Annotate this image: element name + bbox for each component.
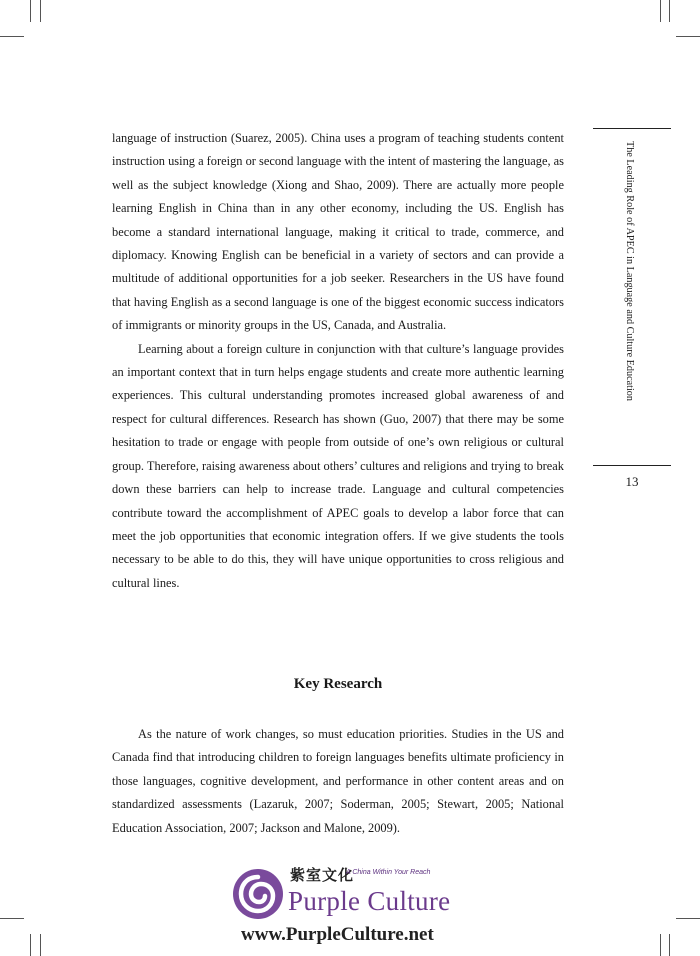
- crop-mark: [669, 0, 670, 22]
- crop-mark: [40, 0, 41, 22]
- crop-mark: [0, 918, 24, 919]
- crop-mark: [30, 0, 31, 22]
- section-heading: Key Research: [293, 676, 383, 692]
- crop-mark: [676, 918, 700, 919]
- logo-tagline: A China Within Your Reach: [346, 869, 431, 876]
- crop-mark: [669, 934, 670, 956]
- crop-mark: [676, 36, 700, 37]
- crop-mark: [660, 934, 661, 956]
- margin-rule-bottom: [593, 465, 671, 466]
- crop-mark: [40, 934, 41, 956]
- logo-brand-name: Purple Culture: [288, 886, 451, 916]
- crop-mark: [660, 0, 661, 22]
- logo-url: www.PurpleCulture.net: [241, 924, 434, 945]
- margin-rule-top: [593, 128, 671, 129]
- purple-culture-watermark: [228, 862, 478, 948]
- body-text: [112, 127, 564, 595]
- crop-mark: [30, 934, 31, 956]
- crop-mark: [0, 36, 24, 37]
- page-number: 13: [625, 474, 639, 489]
- running-title: The Leading Role of APEC in Language and Culture Education: [624, 141, 635, 401]
- paragraph-2: Learning about a foreign culture in conjunction with that culture’s language provides an important context that in turn helps engage students and create more authentic learning experiences. This cultural understanding promotes increased global awareness of and respect for cultural differences. Research has shown (Guo, 2007) that there may be some hesitation to trade or engage with people from outside of one’s own religious or cultural group. Therefore, raising awareness about others’ cultures and religions and trying to break down these barriers can help to increase trade. Language and cultural competencies contribute toward the accomplishment of APEC goals to develop a labor force that can meet the job opportunities that economic integration offers. If we give students the tools necessary to be able to do this, they will have unique opportunities to cross religious and cultural lines.: [112, 341, 564, 590]
- paragraph-3: As the nature of work changes, so must education priorities. Studies in the US and Canada find that introducing children to foreign languages benefits ultimate proficiency in those languages, cognitive development, and performance in other content areas and on standardized assessments (Lazaruk, 2007; Soderman, 2005; Stewart, 2005; National Education Association, 2007; Jackson and Malone, 2009).: [112, 727, 564, 835]
- logo-chinese-text: 紫室文化: [290, 866, 355, 884]
- paragraph-1: language of instruction (Suarez, 2005). China uses a program of teaching students content instruction using a foreign or second language with the intent of mastering the language, as well as the subject knowledge (Xiong and Shao, 2009). There are actually more people learning English in China than in any other economy, including the US. English has become a standard international language, making it critical to trade, commerce, and diplomacy. Knowing English can be beneficial in a variety of sectors and can provide a multitude of additional opportunities for a job seeker. Researchers in the US have found that having English as a second language is one of the biggest economic success indicators of immigrants or minority groups in the US, Canada, and Australia.: [112, 131, 564, 333]
- swirl-logo-icon: [232, 868, 284, 920]
